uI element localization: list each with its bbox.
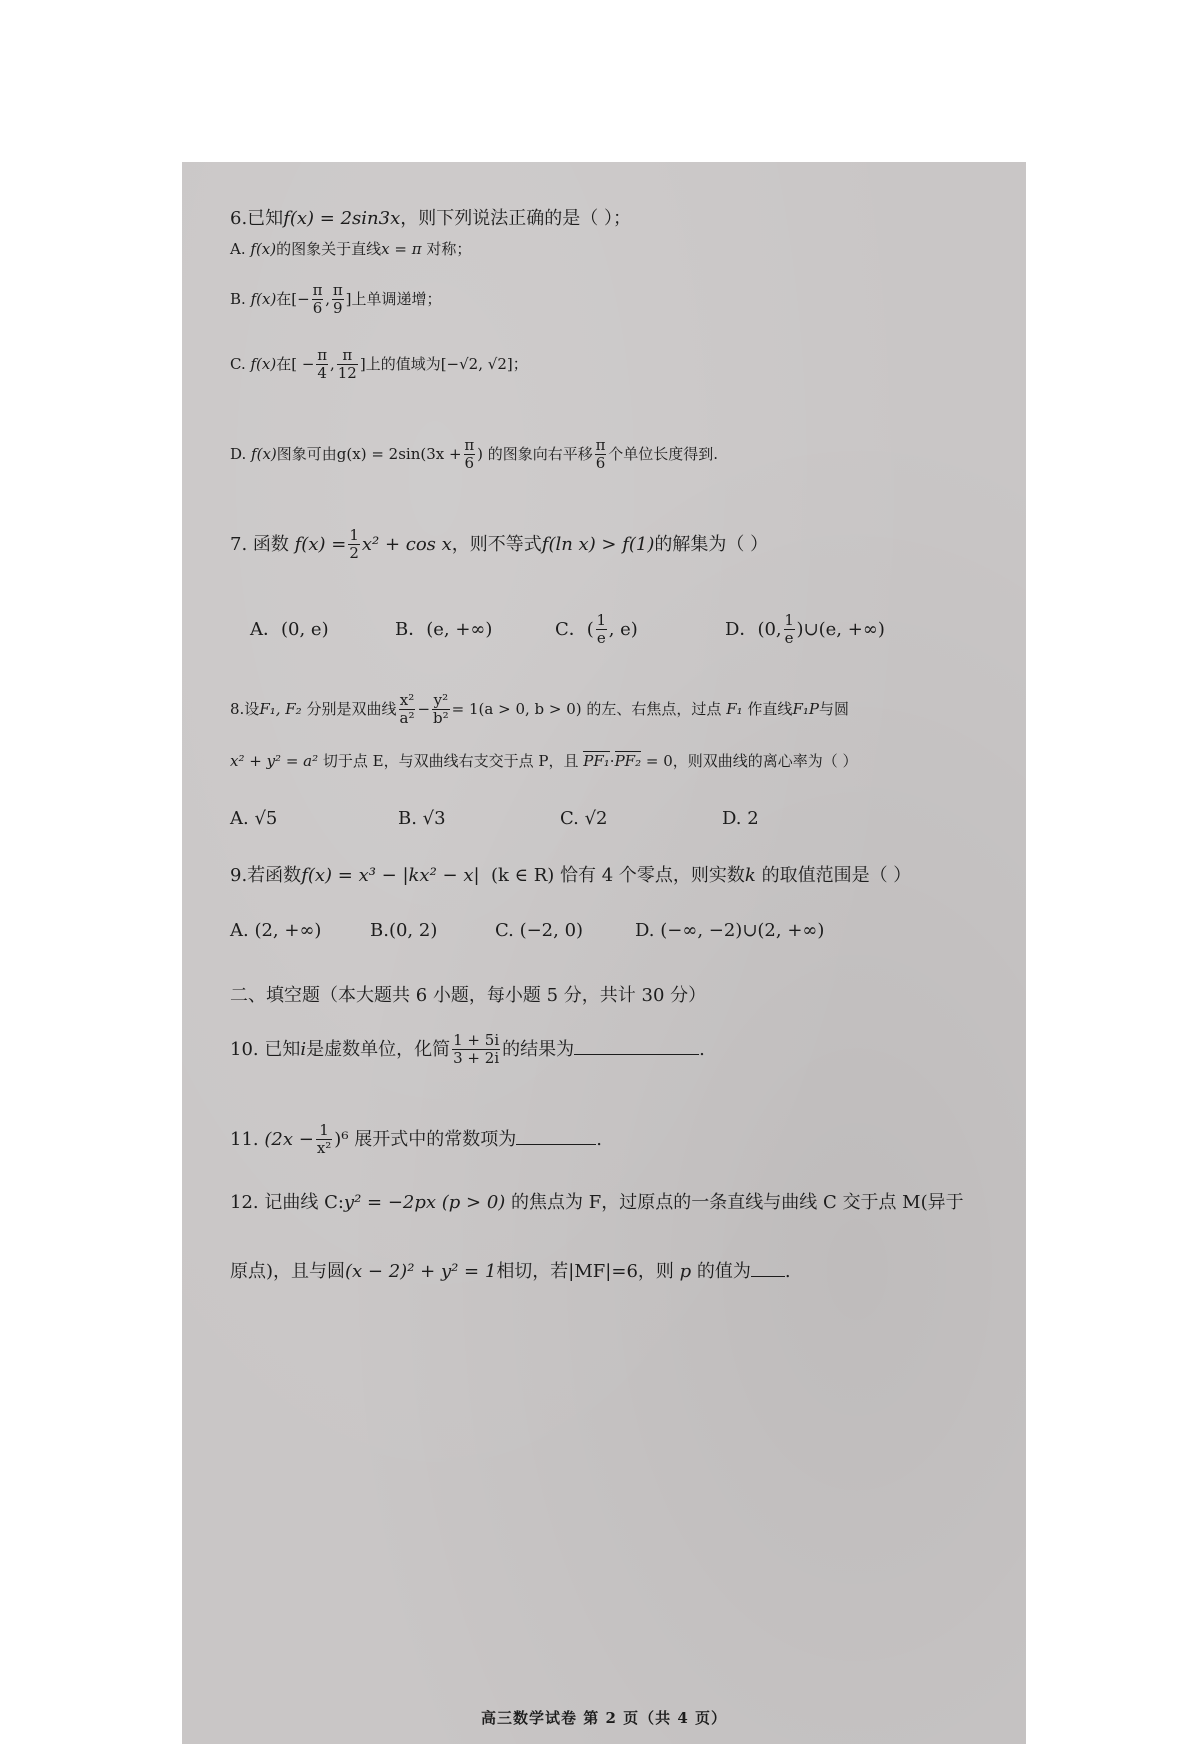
numerator: y² bbox=[433, 691, 449, 709]
binomial-open: (2x − bbox=[264, 1128, 314, 1150]
fraction bbox=[312, 282, 324, 318]
line-expression: x = π bbox=[381, 240, 422, 258]
paren: ) bbox=[477, 444, 483, 463]
option-text: 图象可由 bbox=[276, 444, 337, 463]
function-rest: x² + cos x bbox=[361, 533, 452, 555]
question-8-number: 8.设 bbox=[230, 699, 260, 718]
option-label: C. bbox=[230, 354, 246, 373]
function-term: f(x) bbox=[250, 354, 277, 373]
imaginary-unit: i bbox=[300, 1038, 307, 1060]
fraction bbox=[316, 1122, 332, 1158]
denominator: 3 + 2i bbox=[453, 1049, 500, 1068]
stem-text: 相切，若|MF|=6，则 bbox=[496, 1261, 674, 1282]
function-term: f(x) bbox=[250, 240, 277, 258]
question-11 bbox=[230, 1122, 602, 1158]
question-7-number: 7. 函数 bbox=[230, 533, 289, 555]
stem-tail: . bbox=[596, 1128, 603, 1150]
option-d bbox=[725, 612, 885, 648]
numerator: π bbox=[595, 436, 606, 454]
question-12-number: 12. 记曲线 C: bbox=[230, 1192, 344, 1213]
option-c: C. √2 bbox=[560, 808, 608, 829]
numerator: π bbox=[332, 281, 343, 299]
denominator: 6 bbox=[312, 299, 323, 318]
range-text: ]上的值域为[−√2, √2] bbox=[359, 354, 513, 373]
numerator: 1 bbox=[319, 1121, 329, 1139]
function-term: f(x) = bbox=[294, 533, 347, 555]
question-6-function: f(x) = 2sin3x bbox=[283, 208, 401, 229]
stem-text: 的值为 bbox=[696, 1261, 751, 1282]
stem-tail: . bbox=[784, 1261, 791, 1282]
stem-text: 与圆 bbox=[818, 699, 849, 718]
option-label: A. bbox=[230, 240, 246, 258]
question-6-stem bbox=[230, 210, 631, 228]
option-text: 的图象关于直线 bbox=[276, 240, 382, 258]
question-7-options bbox=[250, 612, 885, 648]
numerator: 1 + 5i bbox=[453, 1031, 500, 1049]
circle-equation: x² + y² = a² bbox=[230, 752, 319, 770]
variable-k: k bbox=[744, 865, 756, 886]
focus: F₁ bbox=[726, 699, 743, 718]
line-name: F₁P bbox=[792, 699, 819, 718]
question-8-line-1 bbox=[230, 692, 849, 728]
question-6-option-d bbox=[230, 437, 718, 473]
answer-blank[interactable] bbox=[751, 1262, 785, 1277]
option-d: D. (−∞, −2)∪(2, +∞) bbox=[635, 920, 825, 941]
paren-open: (0, bbox=[757, 618, 782, 640]
answer-blank[interactable] bbox=[574, 1040, 699, 1055]
exam-page bbox=[182, 162, 1026, 1744]
binomial-close: )⁶ bbox=[334, 1128, 349, 1150]
option-c bbox=[555, 612, 725, 648]
question-9-number: 9.若函数 bbox=[230, 865, 302, 886]
denominator: 9 bbox=[333, 299, 343, 318]
option-a: A．(0, e) bbox=[250, 618, 329, 640]
answer-blank[interactable] bbox=[516, 1130, 596, 1145]
question-8-line-2 bbox=[230, 754, 858, 769]
question-12-line-2 bbox=[230, 1262, 791, 1281]
numerator: π bbox=[317, 346, 328, 364]
comma: , bbox=[325, 289, 331, 308]
section-2-heading: 二、填空题（本大题共 6 小题，每小题 5 分，共计 30 分） bbox=[230, 985, 707, 1006]
fraction bbox=[399, 692, 416, 728]
option-label: D. bbox=[230, 444, 247, 463]
denominator: a² bbox=[399, 709, 415, 728]
option-d: D. 2 bbox=[722, 808, 759, 829]
question-6-option-c bbox=[230, 347, 528, 383]
question-8-options bbox=[230, 810, 759, 828]
fraction bbox=[596, 612, 607, 648]
option-text: 的图象向右平移 bbox=[487, 444, 593, 463]
denominator: e bbox=[596, 629, 606, 648]
condition: (k ∈ R) bbox=[491, 865, 555, 886]
option-label: B. bbox=[230, 289, 246, 308]
dot: · bbox=[609, 752, 615, 770]
option-tail: 对称； bbox=[426, 240, 472, 258]
function-term: f(x) = x³ − |kx² − x| bbox=[301, 865, 480, 886]
denominator: b² bbox=[433, 709, 449, 728]
numerator: 1 bbox=[596, 611, 607, 629]
interval-open: 在[ − bbox=[276, 354, 315, 373]
stem-text: ，则不等式 bbox=[451, 533, 542, 555]
option-a: A. (2, +∞) bbox=[230, 920, 322, 941]
function-term: f(x) bbox=[251, 444, 277, 463]
stem-text: 的左、右焦点，过点 bbox=[586, 699, 722, 718]
denominator: 6 bbox=[595, 454, 606, 473]
numerator: π bbox=[342, 346, 353, 364]
numerator: 1 bbox=[784, 611, 794, 629]
page-footer: 高三数学试卷 第 2 页（共 4 页） bbox=[481, 1709, 727, 1727]
fraction bbox=[337, 347, 358, 383]
fraction bbox=[784, 612, 795, 648]
stem-text: 的结果为 bbox=[502, 1038, 575, 1060]
paren-close: , e) bbox=[608, 618, 638, 640]
stem-text: 切于点 E，与双曲线右支交于点 P，且 bbox=[322, 752, 579, 770]
question-7-stem bbox=[230, 527, 768, 563]
stem-text: 展开式中的常数项为 bbox=[354, 1128, 517, 1150]
question-11-number: 11. bbox=[230, 1128, 259, 1150]
fraction bbox=[332, 282, 344, 318]
stem-text: 的焦点为 F，过原点的一条直线与曲线 C 交于点 M(异于 bbox=[511, 1192, 964, 1213]
option-tail: ]上单调递增； bbox=[345, 289, 442, 308]
question-12-line-1 bbox=[230, 1194, 964, 1212]
stem-text: 分别是双曲线 bbox=[306, 699, 397, 718]
numerator: π bbox=[464, 436, 475, 454]
stem-text: 恰有 4 个零点，则实数 bbox=[560, 865, 745, 886]
variable-p: p bbox=[679, 1261, 692, 1282]
question-6-option-b bbox=[230, 282, 441, 318]
condition: = 1(a > 0, b > 0) bbox=[451, 699, 582, 718]
question-9-options bbox=[230, 922, 824, 940]
denominator: e bbox=[784, 629, 794, 648]
option-b: B．(e, +∞) bbox=[395, 618, 493, 640]
option-tail: 个单位长度得到. bbox=[608, 444, 719, 463]
option-b: B. √3 bbox=[398, 808, 446, 829]
question-10 bbox=[230, 1032, 705, 1068]
fraction bbox=[348, 527, 360, 563]
stem-text: 作直线 bbox=[747, 699, 793, 718]
denominator: x² bbox=[316, 1139, 332, 1158]
question-9-stem bbox=[230, 867, 911, 885]
numerator: 1 bbox=[349, 526, 359, 544]
option-label: D． bbox=[725, 618, 758, 640]
g-function: g(x) = 2sin(3x + bbox=[336, 444, 462, 463]
stem-tail: ，则双曲线的离心率为（ ） bbox=[672, 752, 858, 770]
comma: , bbox=[329, 354, 335, 373]
foci: F₁, F₂ bbox=[259, 699, 302, 718]
denominator: 6 bbox=[464, 454, 475, 473]
interval-open: 在[− bbox=[276, 289, 310, 308]
denominator: 2 bbox=[349, 544, 359, 563]
stem-tail: 的解集为（ ） bbox=[654, 533, 769, 555]
inequality: f(ln x) > f(1) bbox=[541, 533, 655, 555]
option-a: A. √5 bbox=[230, 808, 278, 829]
numerator: x² bbox=[399, 691, 415, 709]
vector: PF₂ bbox=[614, 752, 642, 770]
equals-zero: = 0 bbox=[645, 752, 673, 770]
vector: PF₁ bbox=[583, 752, 610, 770]
fraction bbox=[452, 1032, 500, 1068]
question-6-stem-text: ，则下列说法正确的是（ ）； bbox=[400, 208, 631, 229]
stem-text: 原点)，且与圆 bbox=[230, 1261, 346, 1282]
question-10-number: 10. 已知 bbox=[230, 1038, 301, 1060]
option-c: C. (−2, 0) bbox=[495, 920, 584, 941]
fraction bbox=[464, 437, 476, 473]
question-6-option-a bbox=[230, 242, 471, 257]
denominator: 12 bbox=[337, 364, 357, 383]
stem-text: 是虚数单位，化简 bbox=[306, 1038, 451, 1060]
denominator: 4 bbox=[317, 364, 327, 383]
stem-tail: 的取值范围是（ ） bbox=[761, 865, 912, 886]
numerator: π bbox=[312, 281, 323, 299]
paren-open: ( bbox=[586, 618, 594, 640]
circle-equation: (x − 2)² + y² = 1 bbox=[345, 1261, 497, 1282]
minus: − bbox=[417, 699, 431, 718]
fraction bbox=[595, 437, 607, 473]
stem-tail: . bbox=[699, 1038, 705, 1060]
fraction bbox=[432, 692, 450, 728]
function-term: f(x) bbox=[250, 289, 277, 308]
option-tail: ； bbox=[512, 354, 528, 373]
question-6-number: 6.已知 bbox=[230, 208, 284, 229]
fraction bbox=[316, 347, 328, 383]
paren-close: )∪(e, +∞) bbox=[796, 618, 885, 640]
curve-equation: y² = −2px (p > 0) bbox=[343, 1192, 506, 1213]
option-label: C． bbox=[555, 618, 587, 640]
option-b: B.(0, 2) bbox=[370, 920, 438, 941]
